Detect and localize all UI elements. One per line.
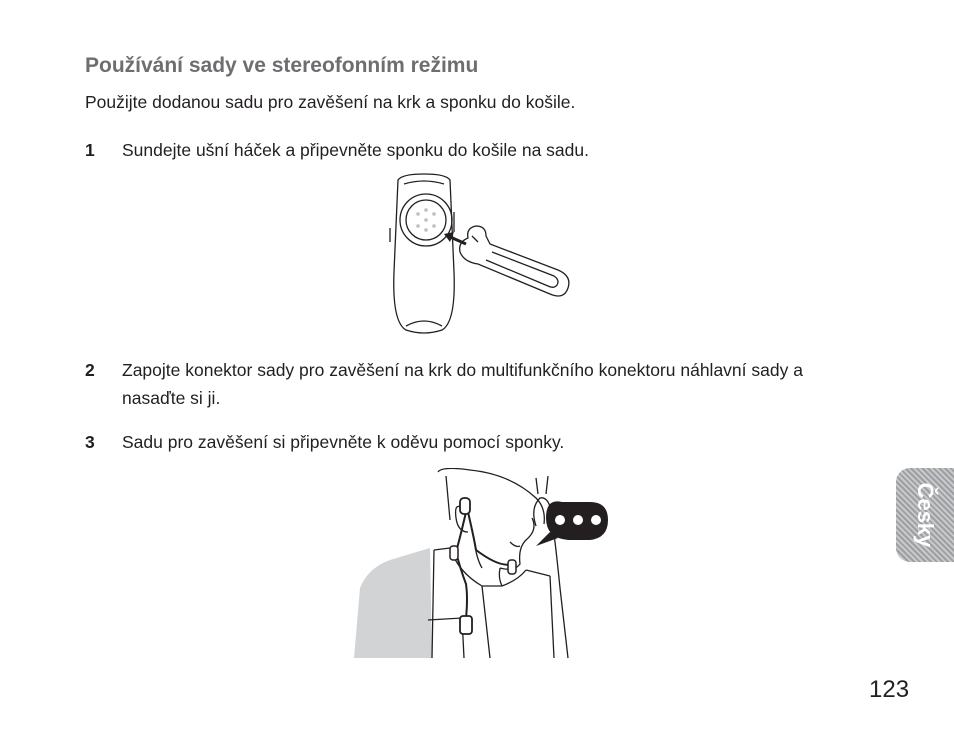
language-label: Česky [913, 482, 938, 548]
section-heading: Používání sady ve stereofonním režimu [85, 54, 479, 77]
step-text: Sundejte ušní háček a připevněte sponku do košile na sadu. [122, 140, 589, 160]
step-text: Zapojte konektor sady pro zavěšení na krk do multifunkčního konektoru náhlavní sady a nasaďte si ji. [122, 360, 803, 408]
step-number: 2 [85, 360, 95, 380]
step-number: 1 [85, 140, 95, 160]
headset-clip-illustration [382, 172, 582, 338]
step-number: 3 [85, 432, 95, 452]
earbud-icon [460, 498, 470, 514]
headset-body [394, 174, 455, 333]
clip-icon [460, 616, 472, 634]
section-intro: Použijte dodanou sadu pro zavěšení na krk a sponku do košile. [85, 92, 576, 112]
step-text: Sadu pro zavěšení si připevněte k oděvu pomocí sponky. [122, 432, 565, 452]
page-number: 123 [869, 676, 910, 703]
person-wearing-headset-illustration [350, 468, 612, 660]
language-tab [896, 468, 954, 562]
